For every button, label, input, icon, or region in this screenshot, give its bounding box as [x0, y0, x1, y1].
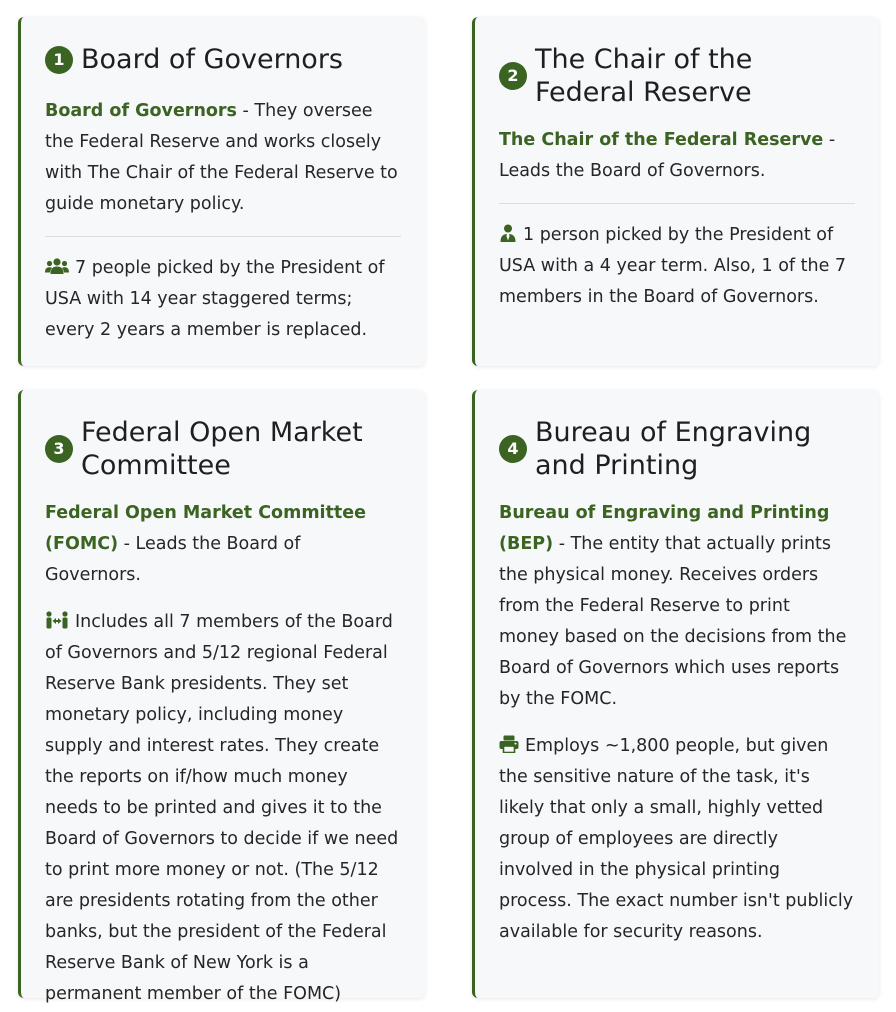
print-icon: [499, 735, 519, 753]
card-title: [45, 43, 401, 76]
card-detail: [45, 607, 401, 1010]
lead-term: Board of Governors: [45, 101, 237, 121]
lead-term: Federal Open Market Committee (FOMC): [45, 503, 367, 554]
divider: [45, 236, 401, 237]
card-description: [499, 125, 855, 187]
card-detail: [499, 220, 855, 313]
user-tie-icon: [499, 224, 517, 242]
card-detail: [499, 731, 855, 948]
lead-term: Bureau of Engraving and Printing (BEP): [499, 503, 830, 554]
card-title: [499, 43, 855, 109]
card-chair-of-federal-reserve: [472, 17, 879, 366]
divider: [499, 203, 855, 204]
detail-text: 1 person picked by the President of USA with a 4 year term. Also, 1 of the 7 members in the Board of Governors.: [499, 225, 847, 307]
card-board-of-governors: [18, 17, 425, 366]
step-number-badge: 4: [499, 435, 527, 463]
detail-text: Employs ~1,800 people, but given the sensitive nature of the task, it's likely that only a small, highly vetted group of employees are directly involved in the physical printing process. The exact number isn't publicly available for security reasons.: [499, 736, 854, 942]
step-number-badge: 1: [45, 46, 73, 74]
card-description: [45, 96, 401, 220]
card-heading: The Chair of the Federal Reserve: [535, 44, 753, 108]
description-text: - They oversee the Federal Reserve and works closely with The Chair of the Federal Reserve to guide monetary policy.: [45, 101, 398, 214]
detail-text: Includes all 7 members of the Board of Governors and 5/12 regional Federal Reserve Bank presidents. They set monetary policy, including money supply and interest rates. They create the reports on if/how much money needs to be printed and gives it to the Board of Governors to decide if we need to print more money or not. (The 5/12 are presidents rotating from the other banks, but the president of the Federal Reserve Bank of New York is a permanent member of the FOMC): [45, 612, 399, 1004]
users-icon: [45, 257, 69, 275]
card-title: [499, 416, 855, 482]
card-detail: [45, 253, 401, 346]
people-arrows-icon: [45, 611, 69, 629]
detail-text: 7 people picked by the President of USA with 14 year staggered terms; every 2 years a member is replaced.: [45, 258, 385, 340]
description-text: - Leads the Board of Governors.: [499, 130, 836, 181]
card-heading: Bureau of Engraving and Printing: [535, 417, 812, 481]
description-text: - Leads the Board of Governors.: [45, 534, 301, 585]
card-description: [499, 498, 855, 715]
card-heading: Board of Governors: [81, 44, 343, 75]
description-text: - The entity that actually prints the physical money. Receives orders from the Federal Reserve to print money based on the decisions from the Board of Governors which uses reports by the FOMC.: [499, 534, 847, 709]
lead-term: The Chair of the Federal Reserve: [499, 130, 824, 150]
step-number-badge: 2: [499, 62, 527, 90]
card-heading: Federal Open Market Committee: [81, 417, 363, 481]
card-description: [45, 498, 401, 591]
card-title: [45, 416, 401, 482]
card-fomc: [18, 390, 425, 1004]
step-number-badge: 3: [45, 435, 73, 463]
card-bureau-of-engraving: [472, 390, 879, 998]
